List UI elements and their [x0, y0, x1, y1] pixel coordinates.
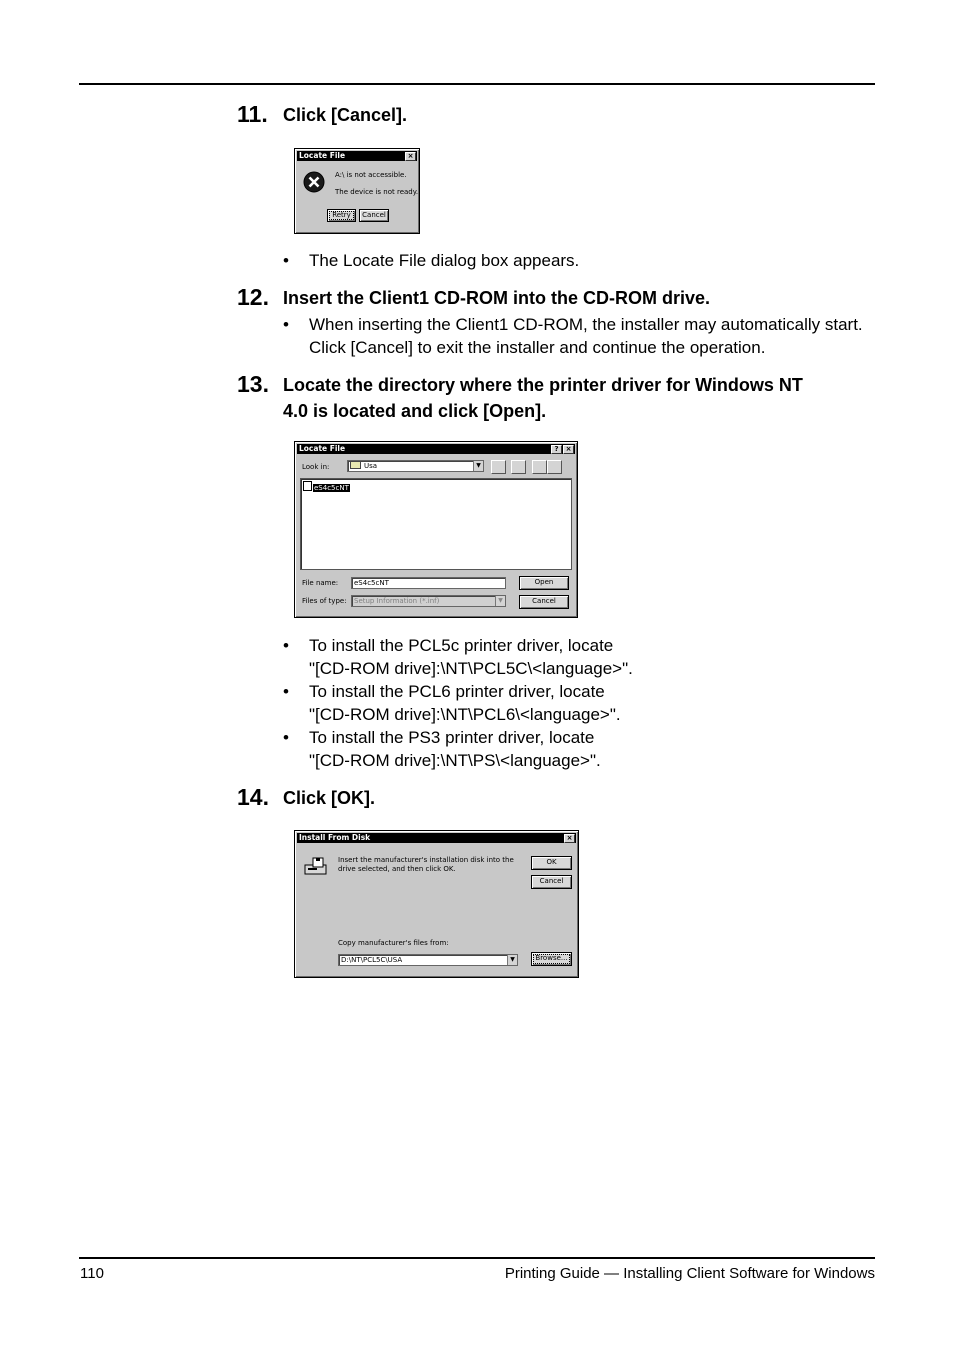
bullet-text: [309, 726, 873, 772]
error-message-2: The device is not ready.: [335, 188, 419, 196]
bullet-line: "[CD-ROM drive]:\NT\PS\<language>".: [309, 751, 601, 770]
step-13-bullet-pcl6: [283, 680, 873, 726]
error-dialog: [294, 148, 420, 234]
error-icon: [303, 171, 325, 193]
page-number: 110: [80, 1265, 104, 1282]
files-of-type-value: Setup Information (*.inf): [354, 597, 440, 605]
copy-from-value: D:\NT\PCL5C\USA: [341, 956, 403, 964]
look-in-select[interactable]: [347, 460, 484, 472]
bullet-dot: •: [283, 728, 289, 747]
files-of-type-label: Files of type:: [302, 597, 347, 605]
setup-file-icon: [303, 481, 312, 491]
step-14-title: Click [OK].: [283, 788, 376, 808]
error-message-1: A:\ is not accessible.: [335, 171, 407, 179]
cancel-button[interactable]: Cancel: [531, 875, 572, 889]
step-13-number: 13.: [237, 371, 269, 397]
close-icon[interactable]: ×: [564, 834, 575, 843]
locate-dialog-titlebar: [297, 444, 575, 454]
footer-title: Printing Guide — Installing Client Software for Windows: [504, 1265, 875, 1282]
file-name-label: File name:: [302, 579, 339, 587]
file-item[interactable]: [303, 481, 350, 491]
bullet-dot: •: [283, 315, 289, 334]
bullet-line: "[CD-ROM drive]:\NT\PCL5C\<language>".: [309, 659, 633, 678]
file-list[interactable]: [300, 478, 572, 570]
disk-drive-icon: [304, 856, 328, 876]
close-icon[interactable]: ×: [405, 152, 416, 161]
retry-button[interactable]: Retry: [327, 209, 356, 222]
close-icon[interactable]: ×: [563, 445, 574, 454]
bullet-text: [309, 680, 873, 726]
step-12-number: 12.: [237, 284, 269, 310]
chevron-down-icon[interactable]: ▼: [495, 596, 505, 606]
cancel-button[interactable]: Cancel: [359, 209, 389, 222]
bullet-dot: •: [283, 682, 289, 701]
step-14-number: 14.: [237, 784, 269, 810]
step-13-title-line2: 4.0 is located and click [Open].: [283, 401, 547, 421]
look-in-value: Usa: [364, 462, 378, 470]
up-folder-icon[interactable]: [491, 460, 506, 474]
step-11-number: 11.: [237, 101, 268, 127]
bullet-line: "[CD-ROM drive]:\NT\PCL6\<language>".: [309, 705, 621, 724]
install-message: Insert the manufacturer's installation disk into the drive selected, and then click OK.: [338, 856, 514, 873]
bullet-text: When inserting the Client1 CD-ROM, the installer may automatically start. Click [Cancel] to exit the installer and continue the operation.: [309, 315, 863, 357]
details-view-icon[interactable]: [547, 460, 562, 474]
step-12-bullet: [283, 313, 873, 359]
file-name-input[interactable]: eS4c5cNT: [351, 577, 506, 589]
step-11-bullet: [283, 249, 873, 272]
bullet-line: To install the PS3 printer driver, locate: [309, 728, 595, 747]
open-button[interactable]: Open: [519, 576, 569, 590]
chevron-down-icon[interactable]: ▼: [507, 955, 517, 965]
step-13-bullet-pcl5c: [283, 634, 873, 680]
new-folder-icon[interactable]: [511, 460, 526, 474]
copy-from-label: Copy manufacturer's files from:: [338, 939, 449, 947]
file-item-label: eS4c5cNT: [314, 484, 349, 492]
bullet-line: To install the PCL6 printer driver, locate: [309, 682, 605, 701]
chevron-down-icon[interactable]: ▼: [473, 461, 483, 471]
list-view-icon[interactable]: [532, 460, 547, 474]
header-rule: [79, 83, 875, 85]
browse-button[interactable]: Browse...: [531, 952, 572, 966]
step-13-title-line1: Locate the directory where the printer driver for Windows NT: [283, 375, 803, 395]
error-dialog-titlebar: [297, 151, 417, 161]
step-13-bullet-ps3: [283, 726, 873, 772]
ok-button[interactable]: OK: [531, 856, 572, 870]
cancel-button[interactable]: Cancel: [519, 595, 569, 609]
look-in-label: Look in:: [302, 463, 330, 471]
footer-rule: [79, 1257, 875, 1259]
install-from-disk-dialog: [294, 830, 579, 978]
error-dialog-title: Locate File: [299, 151, 346, 160]
bullet-text: The Locate File dialog box appears.: [309, 251, 580, 270]
locate-file-dialog: [294, 441, 578, 618]
install-dialog-title: Install From Disk: [299, 833, 371, 842]
step-11-title: Click [Cancel].: [283, 105, 408, 125]
bullet-line: To install the PCL5c printer driver, locate: [309, 636, 614, 655]
help-icon[interactable]: ?: [551, 445, 562, 454]
locate-dialog-title: Locate File: [299, 444, 346, 453]
bullet-dot: •: [283, 251, 289, 270]
files-of-type-select[interactable]: [351, 595, 506, 607]
install-dialog-titlebar: [297, 833, 576, 843]
folder-icon: [350, 461, 361, 469]
copy-from-select[interactable]: [338, 954, 518, 966]
step-12-title: Insert the Client1 CD-ROM into the CD-ROM drive.: [283, 288, 711, 308]
bullet-text: [309, 634, 873, 680]
bullet-dot: •: [283, 636, 289, 655]
